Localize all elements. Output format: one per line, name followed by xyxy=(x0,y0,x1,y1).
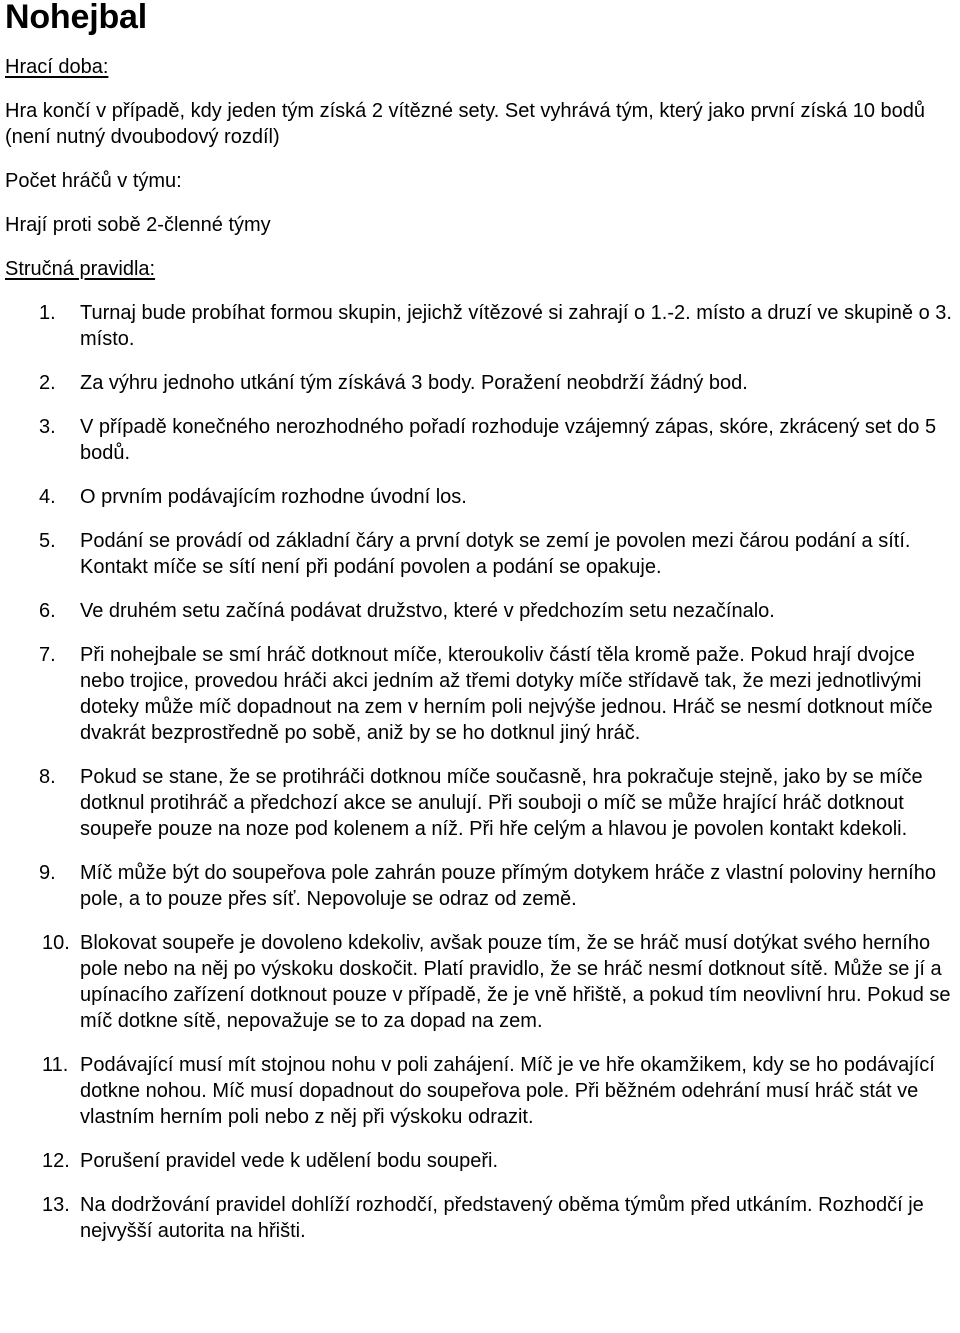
rule-item xyxy=(5,370,960,396)
rule-text: O prvním podávajícím rozhodne úvodní los. xyxy=(80,486,467,508)
rule-item xyxy=(5,1052,960,1130)
rule-item xyxy=(5,414,960,466)
rule-number: 13. xyxy=(42,1194,70,1216)
rule-number: 4. xyxy=(39,486,56,508)
rule-text: Porušení pravidel vede k udělení bodu soupeři. xyxy=(80,1150,499,1172)
rule-number: 3. xyxy=(39,416,56,438)
rule-text: Za výhru jednoho utkání tým získává 3 body. Poražení neobdrží žádný bod. xyxy=(80,372,748,394)
page-title: Nohejbal xyxy=(5,0,147,36)
rule-text: Podávající musí mít stojnou nohu v poli zahájení. Míč je ve hře okamžikem, kdy se ho podávající dotkne nohou. Míč musí dopadnout do soupeřova pole. Při běžném odehrání musí hráč stát ve vlastním herním poli nebo z něj při výskoku odrazit. xyxy=(80,1054,935,1128)
rule-item xyxy=(5,300,960,352)
players-heading: Počet hráčů v týmu: xyxy=(5,170,182,192)
rule-number: 10. xyxy=(42,932,70,954)
rule-text: Podání se provádí od základní čáry a první dotyk se zemí je povolen mezi čárou podání a sítí. Kontakt míče se sítí není při podání povolen a podání se opakuje. xyxy=(80,530,911,578)
rule-number: 5. xyxy=(39,530,56,552)
rule-item xyxy=(5,528,960,580)
rule-number: 8. xyxy=(39,766,56,788)
rule-text: V případě konečného nerozhodného pořadí rozhoduje vzájemný zápas, skóre, zkrácený set do 5 bodů. xyxy=(80,416,937,464)
rules-list xyxy=(5,300,960,1244)
rule-text: Ve druhém setu začíná podávat družstvo, které v předchozím setu nezačínalo. xyxy=(80,600,775,622)
rules-heading: Stručná pravidla: xyxy=(5,258,156,280)
rule-item xyxy=(5,484,960,510)
rule-item xyxy=(5,930,960,1034)
rule-number: 9. xyxy=(39,862,56,884)
rule-item xyxy=(5,598,960,624)
rule-number: 7. xyxy=(39,644,56,666)
rule-number: 2. xyxy=(39,372,56,394)
rule-item xyxy=(5,1192,960,1244)
rule-item xyxy=(5,764,960,842)
play-time-text: Hra končí v případě, kdy jeden tým získá 2 vítězné sety. Set vyhrává tým, který jako první získá 10 bodů (není nutný dvoubodový rozdíl) xyxy=(5,100,926,148)
rule-number: 11. xyxy=(42,1054,69,1076)
rule-number: 1. xyxy=(39,302,56,324)
rule-number: 12. xyxy=(42,1150,70,1172)
rule-item xyxy=(5,1148,960,1174)
players-text: Hrají proti sobě 2-členné týmy xyxy=(5,214,271,236)
rule-text: Blokovat soupeře je dovoleno kdekoliv, avšak pouze tím, že se hráč musí dotýkat svého herního pole nebo na něj po výskoku doskočit. Platí pravidlo, že se hráč nesmí dotknout sítě. Může se jí a upínacího zařízení dotknout pouze v případě, že je vně hřiště, a pokud tím neovlivní hru. Pokud se míč dotkne sítě, nepovažuje se to za dopad na zem. xyxy=(80,932,951,1032)
rule-text: Míč může být do soupeřova pole zahrán pouze přímým dotykem hráče z vlastní poloviny herního pole, a to pouze přes síť. Nepovoluje se odraz od země. xyxy=(80,862,936,910)
play-time-heading: Hrací doba: xyxy=(5,56,109,78)
rule-number: 6. xyxy=(39,600,56,622)
rule-text: Na dodržování pravidel dohlíží rozhodčí, představený oběma týmům před utkáním. Rozhodčí je nejvyšší autorita na hřišti. xyxy=(80,1194,924,1242)
rule-text: Pokud se stane, že se protihráči dotknou míče současně, hra pokračuje stejně, jako by se míče dotknul protihráč a předchozí akce se anulují. Při souboji o míč se může hrající hráč dotknout soupeře pouze na noze pod kolenem a níž. Při hře celým a hlavou je povolen kontakt kdekoli. xyxy=(80,766,923,840)
rule-item xyxy=(5,642,960,746)
rule-text: Turnaj bude probíhat formou skupin, jejichž vítězové si zahrají o 1.-2. místo a druzí ve skupině o 3. místo. xyxy=(80,302,952,350)
rule-text: Při nohejbale se smí hráč dotknout míče, kteroukoliv částí těla kromě paže. Pokud hrají dvojce nebo trojice, provedou hráči akci jedním až třemi dotyky míče střídavě tak, že mezi jednotlivými doteky může míč dopadnout na zem v herním poli nejvýše jednou. Hráč se nesmí dotknout míče dvakrát bezprostředně po sobě, aniž by se ho dotknul jiný hráč. xyxy=(80,644,933,744)
rule-item xyxy=(5,860,960,912)
